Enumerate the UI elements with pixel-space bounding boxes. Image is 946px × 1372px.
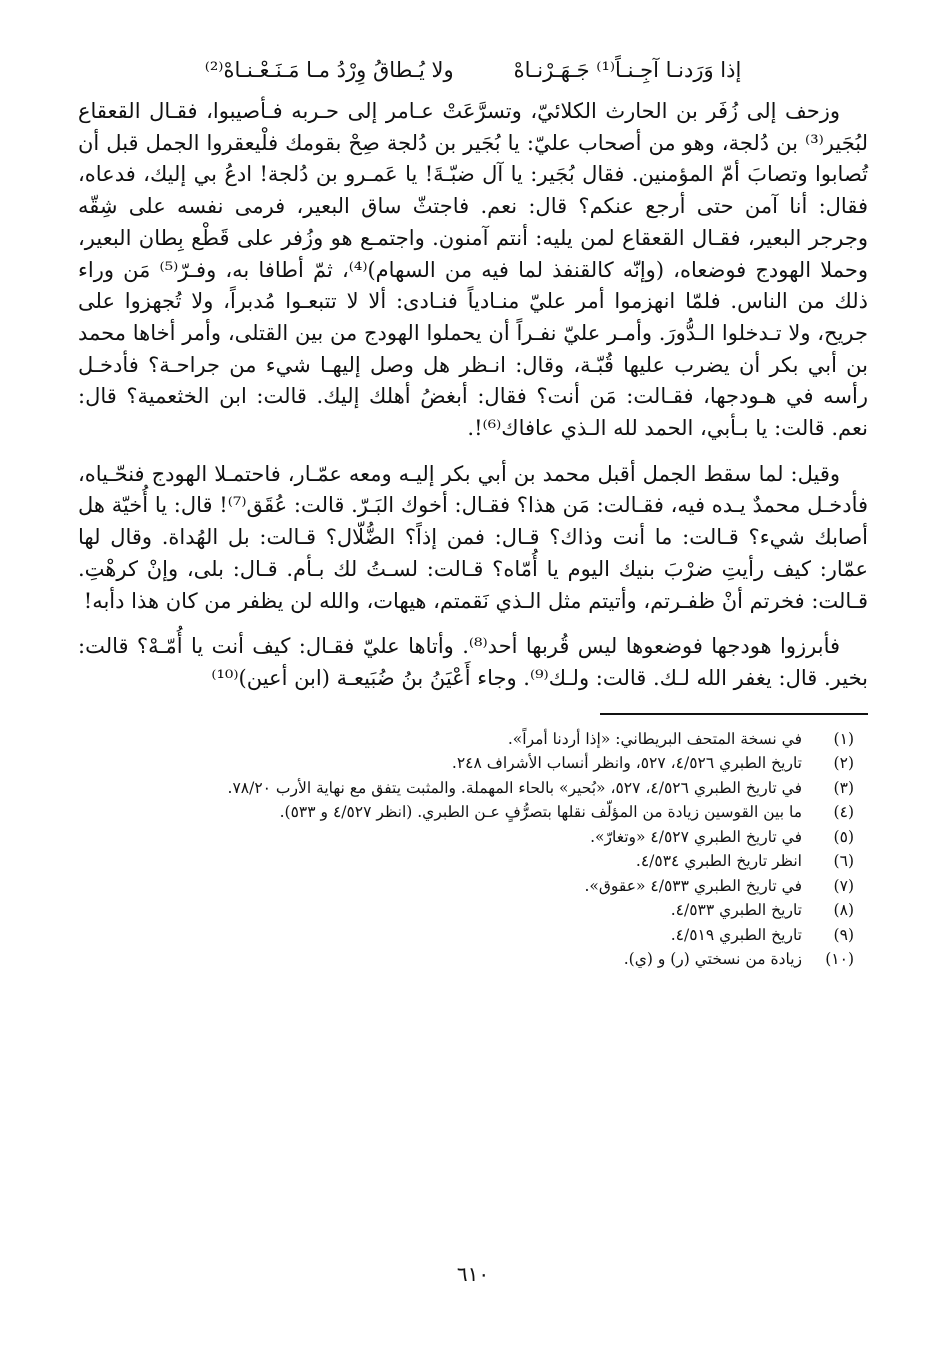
footnote-text: زيادة من نسختي (ر) و (ي). bbox=[623, 950, 802, 969]
page-number: ٦١٠ bbox=[456, 1262, 490, 1286]
footnote-item bbox=[78, 898, 854, 923]
footnote-item bbox=[78, 825, 854, 850]
footnote-text: تاريخ الطبري ٤/٥٢٦، ٥٢٧، وانظر أنساب الأشراف ٢٤٨. bbox=[451, 754, 802, 773]
footnote-item bbox=[78, 947, 854, 972]
footnote-separator bbox=[600, 713, 868, 715]
footnote-number: (١٠) bbox=[825, 950, 854, 969]
footnote-number: (٣) bbox=[833, 778, 854, 797]
paragraph-2: وقيل: لما سقط الجمل أقبل محمد بن أبي بكر إليـه ومعه عمّـار، فاحتمـلا الهودج فنحّـياه، فأدخـل محمدٌ يـده فيه، فقـالت: مَن هذا؟ فقـال: أخوك البَـرّ. قالت: عُقَق⁽⁷⁾! قال: يا أُخيّة هل أصابك شيء؟ قـالت: ما أنت وذاك؟ قـال: فمن إذاً؟ الضُّلّال؟ قـالت: بل الهُداة. وقال لها عمّار: كيف رأيتِ ضرْبَ بنيك اليوم يا أُمّاه؟ قـالت: لسـتُ لك بـأم. قـال: بلى، وإنْ كرهْتِ. قـالت: فخرتم أنْ ظفـرتم، وأتيتم مثل الـذي نَقمتم، هيهات، والله لن يظفر من كان هذا دأبه! bbox=[78, 461, 869, 613]
footnote-number: (٧) bbox=[833, 876, 854, 895]
footnote-number: (٨) bbox=[833, 901, 854, 920]
footnote-item bbox=[78, 923, 854, 948]
footnote-item bbox=[78, 776, 854, 801]
footnote-item bbox=[78, 751, 854, 776]
footnote-number: (٩) bbox=[833, 925, 854, 944]
footnote-item bbox=[78, 727, 854, 752]
footnote-text: انظر تاريخ الطبري ٤/٥٣٤. bbox=[635, 852, 802, 871]
footnote-text: في تاريخ الطبري ٤/٥٣٣ «عقوق». bbox=[584, 876, 802, 895]
footnote-text: تاريخ الطبري ٤/٥١٩. bbox=[670, 925, 802, 944]
footnote-text: في تاريخ الطبري ٤/٥٢٦، ٥٢٧، «بُحير» بالحاء المهملة. والمثبت يتفق مع نهاية الأرب ٧٨/٢٠. bbox=[227, 778, 802, 797]
footnote-text: تاريخ الطبري ٤/٥٣٣. bbox=[670, 901, 802, 920]
page-body bbox=[78, 50, 868, 972]
footnote-number: (٢) bbox=[833, 754, 854, 773]
footnote-number: (٤) bbox=[833, 803, 854, 822]
verse-hemistich-left: ولا يُـطاقُ وِرْدُ مـا مَـنَـعْـنـاهْ⁽²⁾ bbox=[204, 58, 454, 82]
footnotes bbox=[78, 727, 868, 972]
paragraph-1: وزحف إلى زُفَر بن الحارث الكلائيّ، وتسرَّعَتْ عـامر إلى حـربه فـأصيبوا، فقـال القعقاع لبُجَير⁽³⁾ بن دُلجة، وهو من أصحاب عليّ: يا بُجَير بن دُلجة صِحْ بقومك فلْيعقروا الجمل قبل أن تُصابوا وتصابَ أمّ المؤمنين. فقال بُجَير: يا آل ضبّـةَ! يا عَمـرو بن دُلجة! ادعُ بي إليك، فدعاه، فقال: أنا آمن حتى أرجع عنكم؟ قال: نعم. فاجتثّ ساق البعير، فرمى نفسه على شِقّه وجرجر البعير، فقـال القعقاع لمن يليه: أنتم آمنون. واجتمـع هو وزُفر على قَطْع بِطان البعير، وحملا الهودج فوضعاه، (وإنّه كالقنفذ لما فيه من السهام)⁽⁴⁾، ثمّ أطافا به، وفـرّ⁽⁵⁾ مَن وراء ذلك من الناس. فلمّا انهزموا أمر عليّ منـادياً فنـادى: ألا لا تتبعـوا مُدبراً، ولا تُجهزوا على جريح، ولا تـدخلوا الـدُّورَ. وأمـر عليّ نفـراً أن يحملوا الهودج من بين القتلى، وأمر أخاها محمد بن أبي بكر أن يضرب عليها قُبّـة، وقال: انـظر هل وصل إليهـا شيء من جراحـة؟ فأدخـل رأسه في هـودجها، فقـالت: مَن أنت؟ فقال: أبغضُ أهلك إليك. قالت: ابن الخثعمية؟ قال: نعم. قالت: يا بـأبي، الحمد لله الـذي عافاك⁽⁶⁾!. bbox=[78, 99, 868, 441]
footnote-text: في نسخة المتحف البريطاني: «إذا أردنا أمراً». bbox=[507, 729, 802, 748]
footnote-text: في تاريخ الطبري ٤/٥٢٧ «وتغارّ». bbox=[590, 827, 802, 846]
footnote-number: (٦) bbox=[833, 852, 854, 871]
footnote-number: (١) bbox=[833, 729, 854, 748]
footnote-item bbox=[78, 849, 854, 874]
verse-hemistich-right: إذا وَرَدنـا آجِـنـاً⁽¹⁾ جَـهَـرْنـاهْ bbox=[513, 58, 742, 82]
paragraph-3: فأبرزوا هودجها فوضعوها ليس قُربها أحد⁽⁸⁾. وأتاها عليّ فقـال: كيف أنت يا أُمّـهْ؟ قالت: بخير. قال: يغفر الله لـك. قالت: ولـك⁽⁹⁾. وجاء أَعْيَنُ بنُ ضُبَيعـة (ابن أعين)⁽¹⁰⁾ bbox=[78, 634, 868, 690]
footnote-text: ما بين القوسين زيادة من المؤلّف نقلها بتصرُّفٍ عـن الطبري. (انظر ٤/٥٢٧ و ٥٣٣). bbox=[279, 803, 802, 822]
footnote-item bbox=[78, 874, 854, 899]
footnote-item bbox=[78, 800, 854, 825]
poetry-verse bbox=[78, 50, 868, 90]
footnote-number: (٥) bbox=[833, 827, 854, 846]
